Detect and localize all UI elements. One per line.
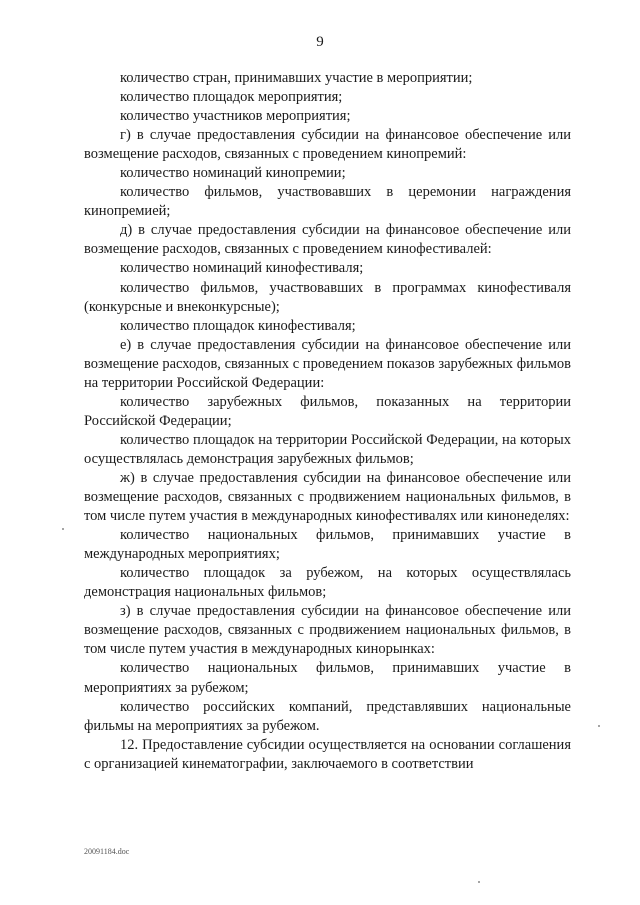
- footer-filename: 20091184.doc: [84, 847, 130, 856]
- paragraph: количество российских компаний, представлявших национальные фильмы на мероприятиях за рубежом.: [84, 698, 571, 734]
- paragraph: количество площадок за рубежом, на которых осуществлялась демонстрация национальных фильмов;: [84, 565, 571, 601]
- paragraph: ж) в случае предоставления субсидии на финансовое обеспечение или возмещение расходов, связанных с продвижением национальных фильмов, в том числе путем участия в международных кинофестивалях или кинонеделях:: [84, 469, 571, 525]
- paragraph: количество национальных фильмов, принимавших участие в международных мероприятиях;: [84, 527, 571, 563]
- paragraph: количество национальных фильмов, принимавших участие в мероприятиях за рубежом;: [84, 660, 571, 696]
- paragraph: количество номинаций кинофестиваля;: [120, 260, 364, 277]
- paragraph: 12. Предоставление субсидии осуществляется на основании соглашения с организацией кинематографии, заключаемого в соответствии: [84, 736, 571, 772]
- scan-speck: [478, 881, 480, 883]
- paragraph: количество участников мероприятия;: [120, 108, 351, 125]
- paragraph: количество фильмов, участвовавших в программах кинофестиваля (конкурсные и внеконкурсные);: [84, 279, 571, 315]
- paragraph: количество стран, принимавших участие в мероприятии;: [120, 70, 473, 86]
- paragraph: количество фильмов, участвовавших в церемонии награждения кинопремией;: [84, 184, 571, 220]
- scan-speck: [62, 528, 64, 530]
- paragraph: количество площадок на территории Российской Федерации, на которых осуществлялась демонстрация зарубежных фильмов;: [84, 431, 571, 467]
- paragraph: количество зарубежных фильмов, показанных на территории Российской Федерации;: [84, 393, 571, 429]
- paragraph: д) в случае предоставления субсидии на финансовое обеспечение или возмещение расходов, связанных с проведением кинофестивалей:: [84, 222, 571, 258]
- paragraph: з) в случае предоставления субсидии на финансовое обеспечение или возмещение расходов, связанных с продвижением национальных фильмов, в том числе путем участия в международных кинорынках:: [84, 603, 571, 658]
- page-number: 9: [316, 34, 324, 50]
- scan-speck: [598, 725, 600, 727]
- paragraph: количество площадок мероприятия;: [120, 89, 343, 106]
- paragraph: г) в случае предоставления субсидии на финансовое обеспечение или возмещение расходов, связанных с проведением кинопремий:: [84, 127, 571, 163]
- document-body: [84, 69, 571, 774]
- paragraph: количество номинаций кинопремии;: [120, 165, 346, 182]
- paragraph: количество площадок кинофестиваля;: [120, 317, 356, 334]
- paragraph: е) в случае предоставления субсидии на финансовое обеспечение или возмещение расходов, связанных с проведением показов зарубежных фильмов на территории Российской Федерации:: [84, 336, 571, 391]
